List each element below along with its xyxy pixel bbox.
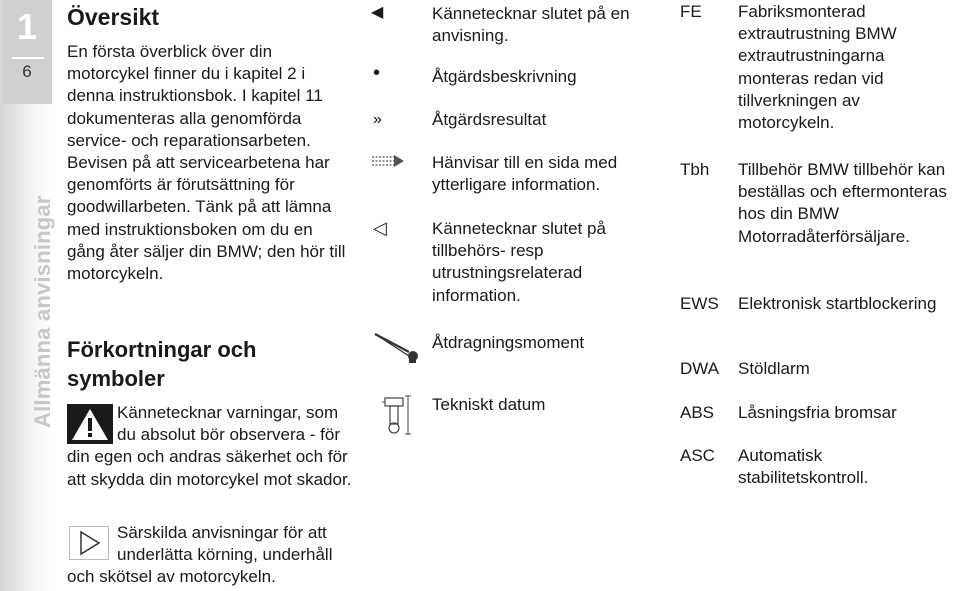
abbreviation-definition: Fabriksmonterad extrautrustning BMW extrautrustningarna monteras redan vid tillverkningen av motorcykeln. <box>738 2 897 133</box>
symbol-text: Tekniskt datum <box>432 395 546 414</box>
torque-wrench-icon <box>371 330 423 364</box>
tip-triangle-icon <box>69 526 109 560</box>
symbols-heading: Förkortningar och symboler <box>67 337 257 391</box>
abbreviation: ASC <box>680 446 715 465</box>
symbol-text: Åtdragningsmoment <box>432 333 585 352</box>
reference-arrow-icon <box>371 154 405 168</box>
abbreviation-definition: Tillbehör BMW tillbehör kan beställas och eftermonteras hos din BMW Motorradåterförsäljare. <box>738 160 947 246</box>
end-of-instruction-triangle-icon: ◀ <box>371 4 384 21</box>
symbol-text: Hänvisar till en sida med ytterligare information. <box>432 153 618 195</box>
abbreviation: ABS <box>680 403 715 422</box>
overview-intro: En första överblick över din motorcykel finner du i kapitel 2 i denna instruktionsbok. I kapitel 11 dokumenteras alla genomförda service- och reparationsarbeten. Bevisen på att servicearbetena har genomförts är förutsättning för goodwillarbeten. Tänk på att lämna med instruktionsboken om du en gång åter säljer din BMW; den hör till motorcykeln. <box>67 42 346 284</box>
chapter-sidebar <box>0 0 55 591</box>
symbol-text: Kännetecknar slutet på tillbehörs- resp utrustningsrelaterad information. <box>432 219 606 305</box>
abbreviation: DWA <box>680 359 720 378</box>
abbreviation: Tbh <box>680 160 710 179</box>
bullet-icon: • <box>373 62 381 84</box>
accessory-end-triangle-icon: ◁ <box>373 218 387 238</box>
chapter-number: 1 <box>16 6 38 47</box>
chapter-divider <box>12 57 44 59</box>
abbreviation-definition: Låsningsfria bromsar <box>738 403 897 422</box>
abbreviation-definition: Elektronisk startblockering <box>738 294 937 313</box>
symbol-text: Åtgärdsresultat <box>432 110 547 129</box>
page-number: 6 <box>22 62 32 81</box>
chapter-vertical-title: Allmänna anvisningar <box>30 195 55 428</box>
overview-title: Översikt <box>67 4 160 30</box>
chapter-tab <box>2 0 52 104</box>
tip-note <box>67 522 357 589</box>
abbreviation-definition: Automatisk stabilitetskontroll. <box>738 446 869 488</box>
warning-note <box>67 402 357 491</box>
abbreviation: FE <box>680 2 702 21</box>
warning-triangle-icon <box>67 404 113 444</box>
technical-data-icon <box>381 394 415 438</box>
symbol-text: Åtgärdsbeskrivning <box>432 67 577 86</box>
tip-text: Särskilda anvisningar för att underlätta körning, underhåll och skötsel av motorcykeln. <box>67 523 333 587</box>
result-icon: » <box>373 111 382 128</box>
warning-text: Kännetecknar varningar, som du absolut bör observera - för din egen och andras säkerhet och för att skydda din motorcykel mot skador. <box>67 403 352 489</box>
symbol-text: Kännetecknar slutet på en anvisning. <box>432 4 630 46</box>
abbreviation: EWS <box>680 294 719 313</box>
abbreviation-definition: Stöldlarm <box>738 359 810 378</box>
